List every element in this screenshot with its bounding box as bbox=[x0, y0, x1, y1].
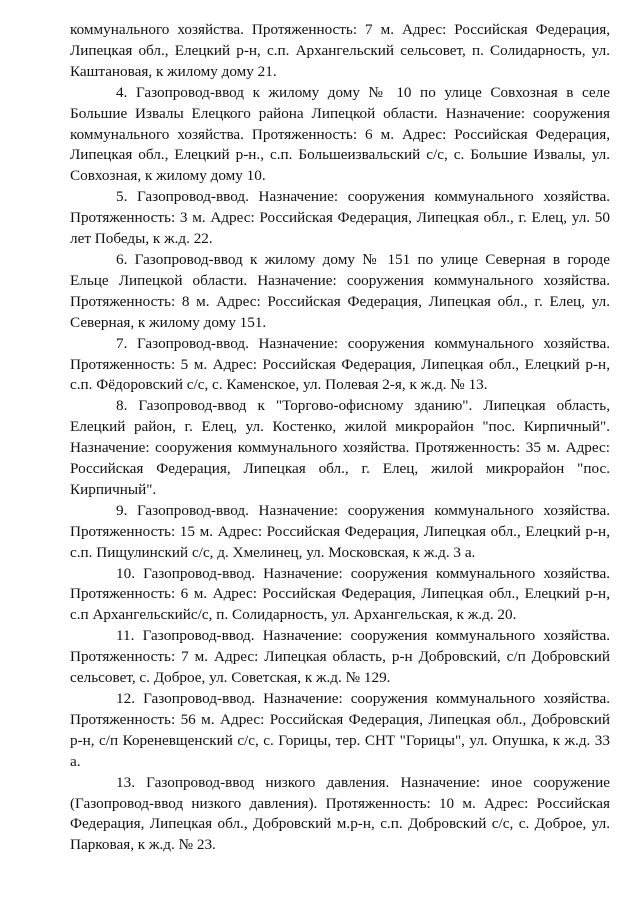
paragraph-item-6: 6. Газопровод-ввод к жилому дому № 151 по улице Северная в городе Ельце Липецкой области. Назначение: сооружения коммунального хозяйства. Протяженность: 8 м. Адрес: Российская Федерация, Липецкая обл., г. Елец, ул. Северная, к жилому дому 151. bbox=[70, 250, 610, 331]
paragraph-item-7: 7. Газопровод-ввод. Назначение: сооружения коммунального хозяйства. Протяженность: 5 м. Адрес: Российская Федерация, Липецкая обл., Елецкий р-н, с.п. Фёдоровский с/с, с. Каменское, ул. Полевая 2-я, к ж.д. № 13. bbox=[70, 334, 610, 394]
document-page bbox=[70, 20, 610, 856]
paragraph-item-9: 9. Газопровод-ввод. Назначение: сооружения коммунального хозяйства. Протяженность: 15 м. Адрес: Российская Федерация, Липецкая обл., Елецкий р-н, с.п. Пищулинский с/с, д. Хмелинец, ул. Московская, к ж.д. 3 а. bbox=[70, 501, 610, 561]
paragraph-item-4: 4. Газопровод-ввод к жилому дому № 10 по улице Совхозная в селе Большие Извалы Елецкого района Липецкой области. Назначение: сооружения коммунального хозяйства. Протяженность: 6 м. Адрес: Российская Федерация, Липецкая обл., Елецкий р-н., с.п. Большеизвальский с/с, с. Большие Извалы, ул. Совхозная, к жилому дому 10. bbox=[70, 83, 610, 185]
paragraph-item-12: 12. Газопровод-ввод. Назначение: сооружения коммунального хозяйства. Протяженность: 56 м. Адрес: Российская Федерация, Липецкая обл., Добровский р-н, с/п Кореневщенский с/с, с. Горицы, тер. СНТ "Горицы", ул. Опушка, к ж.д. 33 а. bbox=[70, 690, 610, 770]
paragraph-item-8: 8. Газопровод-ввод к "Торгово-офисному зданию". Липецкая область, Елецкий район, г. Елец, ул. Костенко, жилой микрорайон "пос. Кирпичный". Назначение: сооружения коммунального хозяйства. Протяженность: 35 м. Адрес: Российская Федерация, Липецкая обл., г. Елец, жилой микрорайон "пос. Кирпичный". bbox=[70, 397, 610, 498]
paragraph-item-11: 11. Газопровод-ввод. Назначение: сооружения коммунального хозяйства. Протяженность: 7 м. Адрес: Липецкая область, р-н Добровский, с/п Добровский сельсовет, с. Доброе, ул. Советская, к ж.д. № 129. bbox=[70, 627, 610, 687]
paragraph-item-5: 5. Газопровод-ввод. Назначение: сооружения коммунального хозяйства. Протяженность: 3 м. Адрес: Российская Федерация, Липецкая обл., г. Елец, ул. 50 лет Победы, к ж.д. 22. bbox=[70, 188, 610, 248]
paragraph-item-13: 13. Газопровод-ввод низкого давления. Назначение: иное сооружение (Газопровод-ввод низкого давления). Протяженность: 10 м. Адрес: Российская Федерация, Липецкая обл., Добровский м.р-н, с.п. Добровский с/с, с. Доброе, ул. Парковая, к ж.д. № 23. bbox=[70, 773, 610, 854]
paragraph-item-3-continuation: коммунального хозяйства. Протяженность: 7 м. Адрес: Российская Федерация, Липецкая обл., Елецкий р-н, с.п. Архангельский сельсовет, п. Солидарность, ул. Каштановая, к жилому дому 21. bbox=[70, 21, 610, 80]
paragraph-item-10: 10. Газопровод-ввод. Назначение: сооружения коммунального хозяйства. Протяженность: 6 м. Адрес: Российская Федерация, Липецкая обл., Елецкий р-н, с.п Архангельскийс/с, п. Солидарность, ул. Архангельская, к ж.д. 20. bbox=[70, 564, 610, 624]
